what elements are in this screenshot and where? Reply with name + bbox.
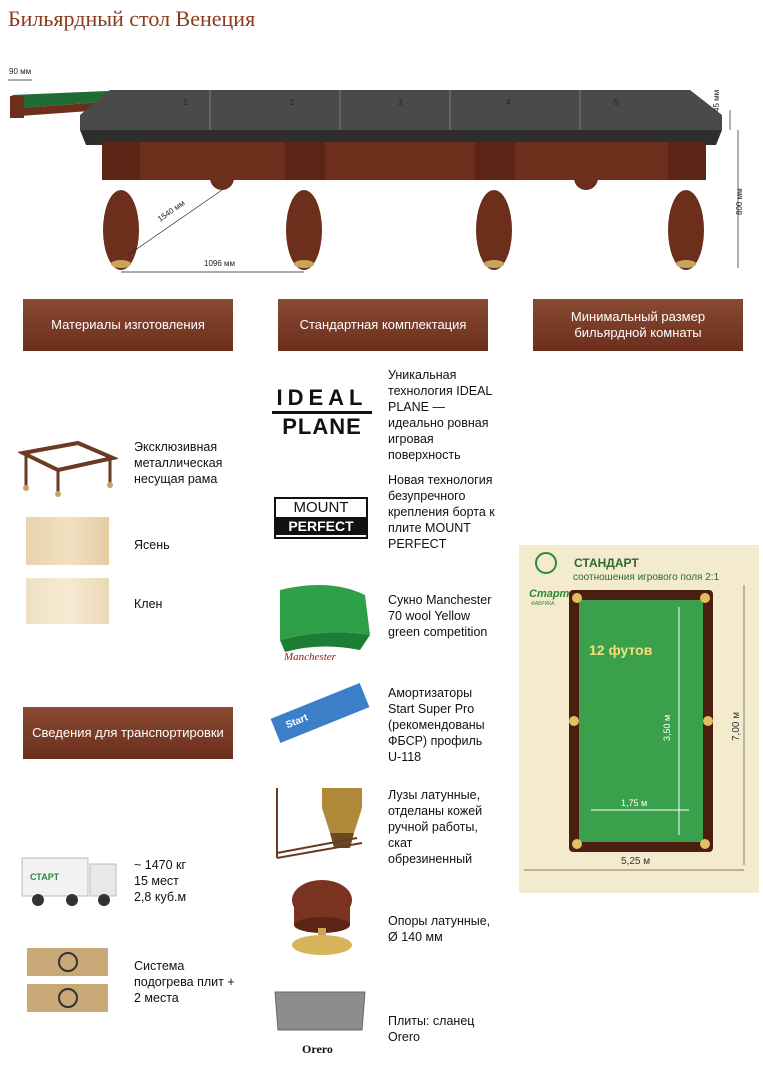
header-transport: Сведения для транспортировки — [23, 707, 233, 759]
maple-wood-icon — [26, 578, 109, 624]
rail-width-label: 90 мм — [9, 67, 32, 76]
leg-span-label: 1096 мм — [204, 259, 236, 268]
header-materials: Материалы изготовления — [23, 299, 233, 351]
transport-heating: Система подогрева плит + 2 места — [134, 959, 235, 1005]
standard-slate-label: Плиты: сланец Orero — [388, 1014, 475, 1044]
slate-image — [270, 988, 370, 1038]
foot-image — [282, 880, 362, 960]
pocket-image — [272, 783, 372, 863]
room-diagram — [519, 545, 759, 893]
transport-volume: 2,8 куб.м — [134, 890, 187, 904]
table-diagram — [0, 50, 763, 275]
truck-image — [20, 850, 120, 910]
mount-perfect-logo: MOUNT PERFECT — [274, 497, 368, 539]
standard-mount-perfect-label: Новая технология безупречного крепления борта к плите MOUNT PERFECT — [388, 473, 495, 551]
table-height-label: 800 мм — [735, 188, 744, 215]
heating-panel-icon-1 — [27, 948, 108, 976]
standard-cushion-label: Амортизаторы Start Super Pro (рекомендованы ФБСР) профиль U-118 — [388, 686, 485, 764]
ideal-plane-logo: IDEAL PLANE — [272, 385, 372, 439]
room-width-label: 5,25 м — [621, 856, 651, 867]
room-length-label: 7,00 м — [731, 711, 742, 741]
material-maple-label: Клен — [134, 597, 163, 611]
slate-number-3: 3 — [398, 98, 403, 107]
transport-places: 15 мест — [134, 874, 179, 888]
diagonal-leg-span-label: 1540 мм — [155, 198, 187, 224]
standard-feet-label: Опоры латунные, Ø 140 мм — [388, 914, 491, 944]
frame-icon — [18, 438, 118, 498]
heating-panel-icon-2 — [27, 984, 108, 1012]
room-brand-sub: ФАБРИКА — [531, 601, 555, 607]
ash-wood-icon — [26, 517, 109, 565]
transport-weight: ~ 1470 кг — [134, 858, 187, 872]
material-ash-label: Ясень — [134, 538, 170, 552]
field-length-label: 3,50 м — [662, 714, 672, 741]
material-frame-label: Эксклюзивная металлическая несущая рама — [134, 440, 223, 486]
header-room: Минимальный размер бильярдной комнаты — [533, 299, 743, 351]
slate-number-5: 5 — [614, 98, 619, 107]
standard-cloth-label: Сукно Manchester 70 wool Yellow green competition — [388, 593, 492, 639]
slate-number-1: 1 — [183, 98, 188, 107]
room-standard-title: СТАНДАРТ — [574, 556, 639, 570]
cushion-image: Start — [271, 683, 370, 743]
rail-height-label: 45 мм — [712, 89, 721, 112]
slate-number-2: 2 — [290, 98, 295, 107]
room-ratio: соотношения игрового поля 2:1 — [573, 572, 720, 583]
standard-pockets-label: Лузы латунные, отделаны кожей ручной работы, скат обрезиненный — [388, 788, 483, 866]
header-standard: Стандартная комплектация — [278, 299, 488, 351]
room-brand: Старт — [529, 588, 570, 600]
room-table-size: 12 футов — [589, 642, 653, 658]
standard-ideal-plane-label: Уникальная технология IDEAL PLANE — идеально ровная игровая поверхность — [388, 368, 492, 462]
page-title: Бильярдный стол Венеция — [8, 6, 256, 31]
slate-number-4: 4 — [506, 98, 511, 107]
truck-brand: СТАРТ — [30, 872, 60, 882]
manchester-logo: Manchester — [284, 651, 336, 663]
field-width-label: 1,75 м — [621, 798, 648, 808]
orero-logo: Orero — [302, 1042, 333, 1056]
